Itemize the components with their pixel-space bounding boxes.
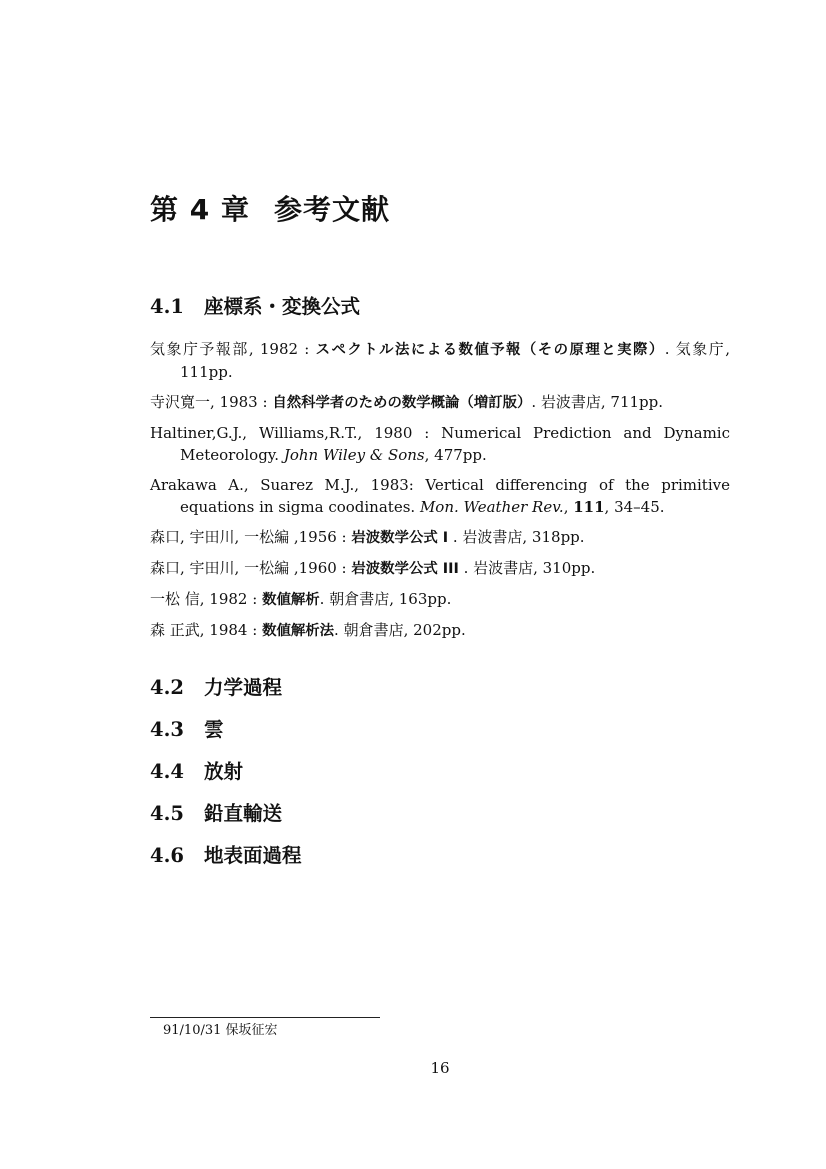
section-heading-4.1 bbox=[150, 295, 730, 319]
section-number: 4.4 bbox=[150, 760, 184, 783]
footnote bbox=[150, 1017, 730, 1039]
reference-segment: . 岩波書店, 711pp. bbox=[531, 393, 664, 411]
section-heading-4.4 bbox=[150, 760, 730, 784]
reference-entry bbox=[150, 526, 730, 549]
section-heading-4.3 bbox=[150, 718, 730, 742]
reference-segment: 気象庁予報部, 1982 : bbox=[150, 340, 316, 358]
reference-segment: . 気象庁, 111pp. bbox=[180, 340, 730, 381]
section-heading-4.5 bbox=[150, 802, 730, 826]
document-content-column bbox=[150, 195, 730, 868]
page-number: 16 bbox=[430, 1059, 450, 1077]
section-number: 4.5 bbox=[150, 802, 184, 825]
reference-segment: 岩波数学公式 III bbox=[351, 561, 459, 577]
reference-entry bbox=[150, 422, 730, 466]
section-number: 4.3 bbox=[150, 718, 184, 741]
section-title: 放射 bbox=[203, 760, 243, 783]
reference-segment: 寺沢寛一, 1983 : bbox=[150, 393, 273, 411]
reference-entry bbox=[150, 391, 730, 414]
section-title: 地表面過程 bbox=[203, 844, 302, 867]
reference-segment: 森口, 宇田川, 一松編 ,1960 : bbox=[150, 559, 352, 577]
reference-segment: John Wiley & Sons bbox=[283, 446, 425, 464]
reference-entry bbox=[150, 557, 730, 580]
reference-entry bbox=[150, 338, 730, 383]
section-number: 4.6 bbox=[150, 844, 184, 867]
reference-segment: . 朝倉書店, 163pp. bbox=[319, 590, 452, 608]
reference-segment: Haltiner,G.J., Williams,R.T., 1980 : Numerical Prediction and Dynamic Meteorology. bbox=[150, 424, 730, 464]
reference-segment: 111 bbox=[573, 498, 605, 516]
reference-segment: 一松 信, 1982 : bbox=[150, 590, 263, 608]
section-title: 鉛直輸送 bbox=[203, 802, 282, 825]
footnote-text: 91/10/31 保坂征宏 bbox=[163, 1023, 278, 1038]
reference-segment: . 朝倉書店, 202pp. bbox=[334, 621, 466, 639]
sections-container bbox=[150, 295, 730, 868]
chapter-title: 参考文献 bbox=[273, 193, 390, 226]
section-number: 4.2 bbox=[150, 676, 184, 699]
reference-segment: 自然科学者のための数学概論（増訂版） bbox=[272, 395, 532, 411]
reference-segment: , 34–45. bbox=[604, 498, 665, 516]
reference-segment: 森 正武, 1984 : bbox=[150, 621, 263, 639]
chapter-number: 第 4 章 bbox=[150, 193, 250, 226]
section-title: 力学過程 bbox=[203, 676, 282, 699]
reference-segment: スペクトル法による数値予報（その原理と実際） bbox=[315, 342, 665, 358]
reference-list bbox=[150, 338, 730, 642]
reference-segment: 数値解析 bbox=[262, 592, 320, 608]
section-title: 雲 bbox=[203, 718, 224, 741]
reference-entry bbox=[150, 474, 730, 518]
reference-entry bbox=[150, 619, 730, 642]
reference-segment: 数値解析法 bbox=[262, 623, 335, 639]
reference-segment: Mon. Weather Rev. bbox=[419, 498, 564, 516]
reference-segment: . 岩波書店, 318pp. bbox=[448, 528, 585, 546]
section-title: 座標系・変換公式 bbox=[203, 295, 360, 318]
reference-segment: . 岩波書店, 310pp. bbox=[458, 559, 596, 577]
reference-segment: , bbox=[563, 498, 574, 516]
reference-segment: 岩波数学公式 I bbox=[351, 530, 449, 546]
reference-segment: 森口, 宇田川, 一松編 ,1956 : bbox=[150, 528, 352, 546]
footnote-rule bbox=[150, 1017, 380, 1018]
reference-segment: Arakawa A., Suarez M.J., 1983: Vertical differencing of the primitive equations in sigma coodinates. bbox=[150, 476, 730, 516]
reference-entry bbox=[150, 588, 730, 611]
section-heading-4.2 bbox=[150, 676, 730, 700]
reference-segment: , 477pp. bbox=[424, 446, 487, 464]
section-number: 4.1 bbox=[150, 295, 184, 318]
section-heading-4.6 bbox=[150, 844, 730, 868]
chapter-heading bbox=[150, 195, 730, 225]
